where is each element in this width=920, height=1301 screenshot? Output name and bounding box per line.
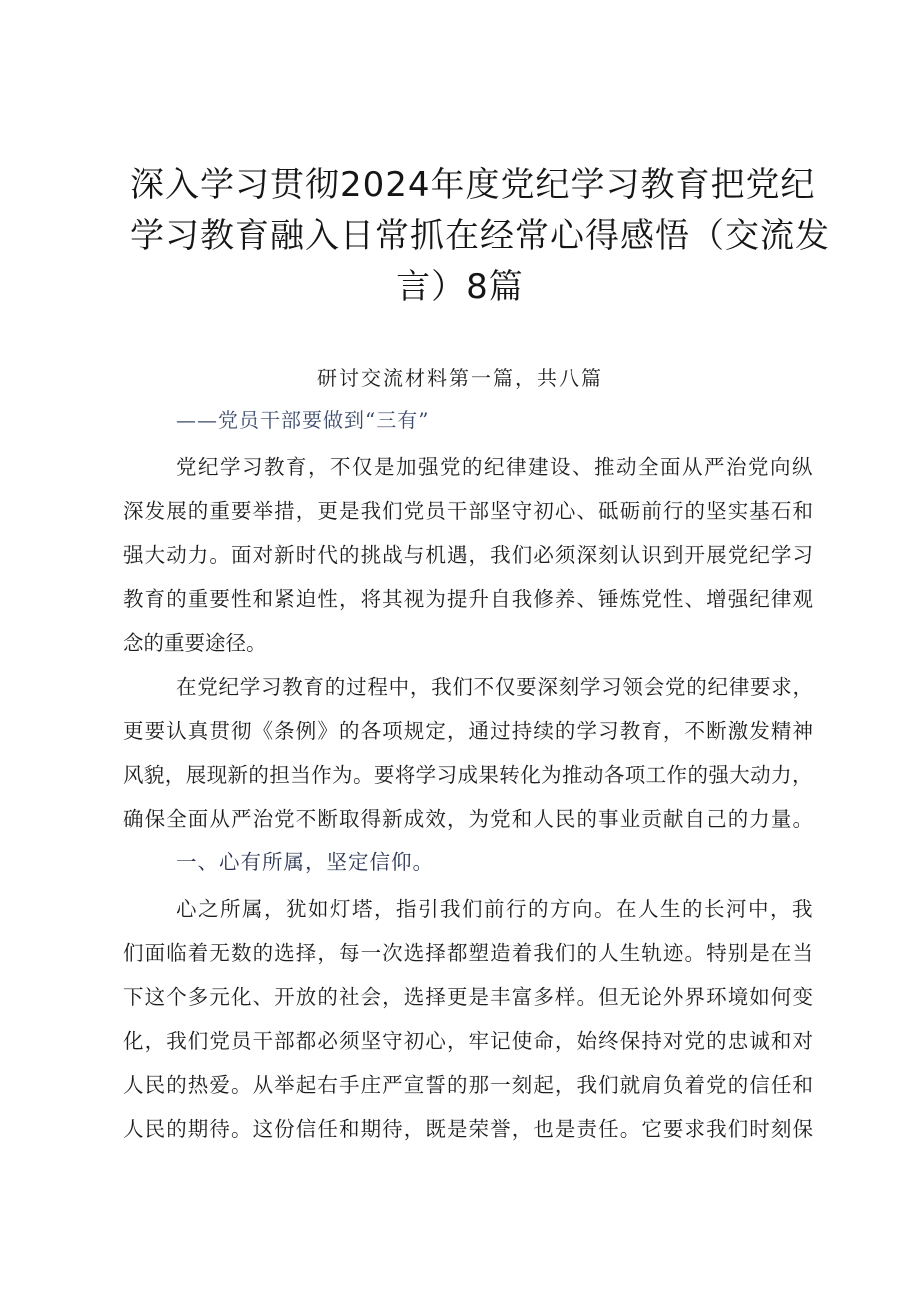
paragraph-line: 党纪学习教育，不仅是加强党的纪律建设、推动全面从严治党向纵 [176, 455, 814, 479]
paragraph-line: 在党纪学习教育的过程中，我们不仅要深刻学习领会党的纪律要求， [176, 675, 814, 699]
paragraph-line: 们面临着无数的选择，每一次选择都塑造着我们的人生轨迹。特别是在当 [123, 941, 815, 965]
paragraph-line: 人民的热爱。从举起右手庄严宣誓的那一刻起，我们就肩负着党的信任和 [123, 1073, 815, 1097]
document-title [130, 160, 830, 313]
paragraph-line: 下这个多元化、开放的社会，选择更是丰富多样。但无论外界环境如何变 [123, 985, 815, 1009]
paragraph-line: 确保全面从严治党不断取得新成效，为党和人民的事业贡献自己的力量。 [123, 807, 815, 831]
paragraph-line: 深发展的重要举措，更是我们党员干部坚守初心、砥砺前行的坚实基石和 [123, 499, 815, 523]
paragraph-line: 化，我们党员干部都必须坚守初心，牢记使命，始终保持对党的忠诚和对 [123, 1029, 815, 1053]
paragraph-line: 教育的重要性和紧迫性，将其视为提升自我修养、锤炼党性、增强纪律观 [123, 587, 815, 611]
paragraph-line: 人民的期待。这份信任和期待，既是荣誉，也是责任。它要求我们时刻保 [123, 1117, 815, 1141]
paragraph-line: 强大动力。面对新时代的挑战与机遇，我们必须深刻认识到开展党纪学习 [123, 543, 815, 567]
document-subtitle: 研讨交流材料第一篇，共八篇 [317, 366, 603, 390]
paragraph-line: 念的重要途径。 [123, 631, 267, 655]
paragraph-line: 心之所属，犹如灯塔，指引我们前行的方向。在人生的长河中，我 [176, 897, 814, 921]
title-line-1: 深入学习贯彻2024年度党纪学习教育把党纪 [130, 165, 816, 205]
title-line-2: 学习教育融入日常抓在经常心得感悟（交流发 [130, 216, 830, 256]
paragraph-line: 风貌，展现新的担当作为。要将学习成果转化为推动各项工作的强大动力， [123, 763, 813, 787]
paragraph-line: 更要认真贯彻《条例》的各项规定，通过持续的学习教育，不断激发精神 [123, 719, 815, 743]
section-heading-1: 一、心有所属，坚定信仰。 [176, 850, 434, 874]
title-line-3: 言）8篇 [396, 267, 524, 307]
document-byline: ——党员干部要做到“三有” [176, 408, 430, 432]
